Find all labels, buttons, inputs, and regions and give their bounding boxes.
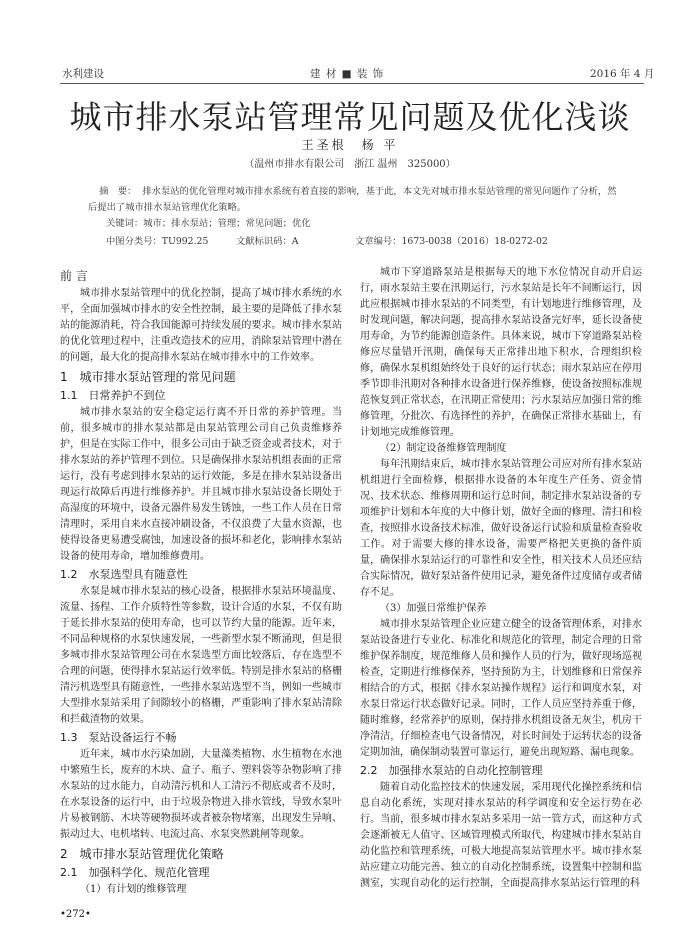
heading-r3: （3）加强日常维护保养 (380, 603, 487, 614)
heading-2-1: 2.1 加强科学化、规范化管理 (60, 866, 210, 879)
heading-1-2: 1.2 水泵选型具有随意性 (60, 568, 188, 581)
clc-label: 中图分类号： (106, 236, 162, 247)
heading-preface: 前 言 (60, 269, 88, 283)
paragraph-2-2: 随着自动化监控技术的快速发展，采用现代化操控系统和信息自动化系统，实现对排水泵站的科学调度和安全运行势在必行。当前，很多城市排水泵站多采用一站一管方式，而这种方式会逐渐被无人值守、区域管理模式所取代，构建城市排水泵站自动化监控和管理系统，可极大地提高泵站管理水平。城市排水泵站应建立功能完善、独立的自动化控制系统，设置集中控制和监测室，实现自动化的运行控制，全面提高排水泵站运行管理的科 (360, 782, 642, 889)
doc-code-label: 文献标识码： (236, 236, 292, 247)
keywords-text: 城市；排水泵站；管理；常见问题；优化 (143, 218, 311, 229)
paragraph-preface: 城市排水泵站管理中的优化控制，提高了城市排水系统的水平，全面加强城市排水的安全性控制，最主要的是降低了排水泵站的能源消耗，符合我国能源可持续发展的要求。城市排水泵站的优化管理过程中，注重改造技术的应用，消除泵站管理中潜在的问题，最大化的提高排水泵站在城市排水中的工作效率。 (60, 288, 342, 363)
header-rule (60, 83, 644, 84)
article-title: 城市排水泵站管理常见问题及优化浅谈 (69, 98, 631, 136)
page-number: •272• (60, 909, 91, 920)
doc-code-value: A (291, 236, 299, 247)
paragraph-1-1: 城市排水泵站的安全稳定运行离不开日常的养护管理。当前，很多城市的排水泵站都是由泵站管理公司自己负责维修养护，但是在实际工作中，很多公司由于缺乏资金或者技术，对于排水泵站的养护管理不到位。只是确保排水泵站机组表面的正常运行，没有考虑到排水泵站的运行效能，多是在排水泵站设备出现运行故障后再进行维修养护。并且城市排水泵站设备长期处于高湿度的环境中，设备元器件易发生锈蚀，一些工作人员在日常清理时，采用自来水直接冲刷设备，不仅浪费了大量水资源，也使得设备更易遭受腐蚀，加速设备的损坏和老化，影响排水泵站设备的使用寿命，增加维修费用。 (60, 407, 342, 562)
affiliation: （温州市排水有限公司 浙江 温州 325000） (244, 159, 456, 170)
heading-1-3: 1.3 泵站设备运行不畅 (60, 731, 177, 744)
article-no-label: 文章编号： (355, 236, 402, 247)
heading-r2: （2）制定设备维修管理制度 (380, 443, 507, 454)
heading-1-1: 1.1 日常养护不到位 (60, 389, 166, 402)
heading-2-2: 2.2 加强排水泵站的自动化控制管理 (360, 764, 543, 777)
paragraph-r1: 城市下穿道路泵站是根据每天的地下水位情况自动开启运行，雨水泵站主要在汛期运行，污水泵站是长年不间断运行，因此应根据城市排水泵站的不同类型，有计划地进行维修管理，及时发现问题，解决问题，提高排水泵站设备完好率，延长设备使用寿命，为节约能源创造条件。具体来说，城市下穿道路泵站检修应尽量错开汛期，确保每天正常排出地下积水，合理组织检修，确保水泵机组始终处于良好的运行状态；雨水泵站应在停用季节即非汛期对各种排水设备进行保养维修，使设备按照标准规范恢复到正常状态，在汛期正常使用；污水泵站应加强日常的维修管理，分批次、有选择性的养护，在确保正常排水基础上，有计划地完成维修管理。 (360, 267, 642, 438)
clc-number (106, 233, 208, 247)
left-column (60, 265, 342, 898)
abstract-label: 摘 要： (99, 186, 137, 197)
abstract-text: 排水泵站的优化管理对城市排水系统有着直接的影响，基于此，本文先对城市排水泵站管理的常见问题作了分析，然后提出了城市排水泵站管理优化策略。 (88, 186, 617, 213)
right-column (360, 265, 642, 892)
journal-name: 水利建设 (62, 68, 104, 80)
paragraph-1-3: 近年来，城市水污染加剧，大量藻类植物、水生植物在水池中繁殖生长，废弃的木块、盒子、瓶子、塑料袋等杂物影响了排水泵站的过水能力，自动清污机和人工清污不彻底或者不及时，在水泵设备的运行中，由于垃圾杂物进入排水管线，导致水泵叶片易被钢筋、木块等硬物损坏或者被杂物堵塞，出现发生异响、振动过大、电机堵转、电流过高、水泵突然跳闸等现象。 (60, 749, 342, 840)
clc-value: TU992.25 (161, 236, 209, 247)
heading-2-1-1: （1）有计划的维修管理 (80, 884, 187, 895)
keywords (106, 216, 636, 232)
abstract (88, 184, 618, 216)
keywords-label: 关键词： (106, 218, 144, 229)
article-number (355, 233, 548, 247)
article-no-value: 1673-0038（2016）18-0272-02 (401, 236, 548, 247)
paragraph-1-2: 水泵是城市排水泵站的核心设备，根据排水泵站环境温度、流量、扬程、工作介质特性等参数，设计合适的水泵，不仅有助于延长排水泵站的使用寿命，也可以节约大量的能源。近年来，不同品种规格的水泵快速发展，一些新型水泵不断涌现，但是很多城市排水泵站管理公司在水泵选型方面比较落后，存在选型不合理的问题，使得排水泵站运行效率低。特别是排水泵站的格栅清污机选型具有随意性，一些排水泵站选型不当，例如一些城市大型排水泵站采用了间隙较小的格栅，严重影响了排水泵站清除和拦截渣物的效果。 (60, 586, 342, 725)
issue-date: 2016 年 4 月 (590, 68, 655, 80)
heading-section-1: 1 城市排水泵站管理的常见问题 (60, 370, 236, 384)
paragraph-r2: 每年汛期结束后，城市排水泵站管理公司应对所有排水泵站机组进行全面检修，根据排水设备的本年度生产任务、资金情况、技术状态、维修周期和运行总时间，制定排水泵站设备的专项维护计划和本年度的大中修计划，做好全面的修理、清扫和检查，按照排水设备技术标准，做好设备运行试验和质量检查验收工作。对于需要大修的排水设备，需要严格把关更换的备件质量，确保排水泵站运行的可靠性和安全性，相关技术人员还应结合实际情况，做好泵站备件使用记录，避免备件过度储存或者储存不足。 (360, 459, 642, 598)
document-code (236, 233, 299, 247)
section-label: 建 材 ■ 装 饰 (310, 68, 385, 80)
heading-section-2: 2 城市排水泵站管理优化策略 (60, 847, 224, 861)
authors: 王圣根 杨 平 (301, 138, 399, 152)
paragraph-r3: 城市排水泵站管理企业应建立健全的设备管理体系，对排水泵站设备进行专业化、标准化和规范化的管理，制定合理的日常维护保养制度，规范维修人员和操作人员的行为，做好现场巡视检查，定期进行维修保养，坚持预防为主，计划维修和日常保养相结合的方式，根据《排水泵站操作规程》运行和调度水泵，对水泵日常运行状态做好记录。同时，工作人员应坚持养重于修，随时维修，经常养护的原则，保持排水机组设备无灰尘，机房干净清洁，仔细检查电气设备情况，对长时间处于运转状态的设备定期加油，确保制动装置可靠运行，避免出现短路、漏电现象。 (360, 619, 642, 758)
